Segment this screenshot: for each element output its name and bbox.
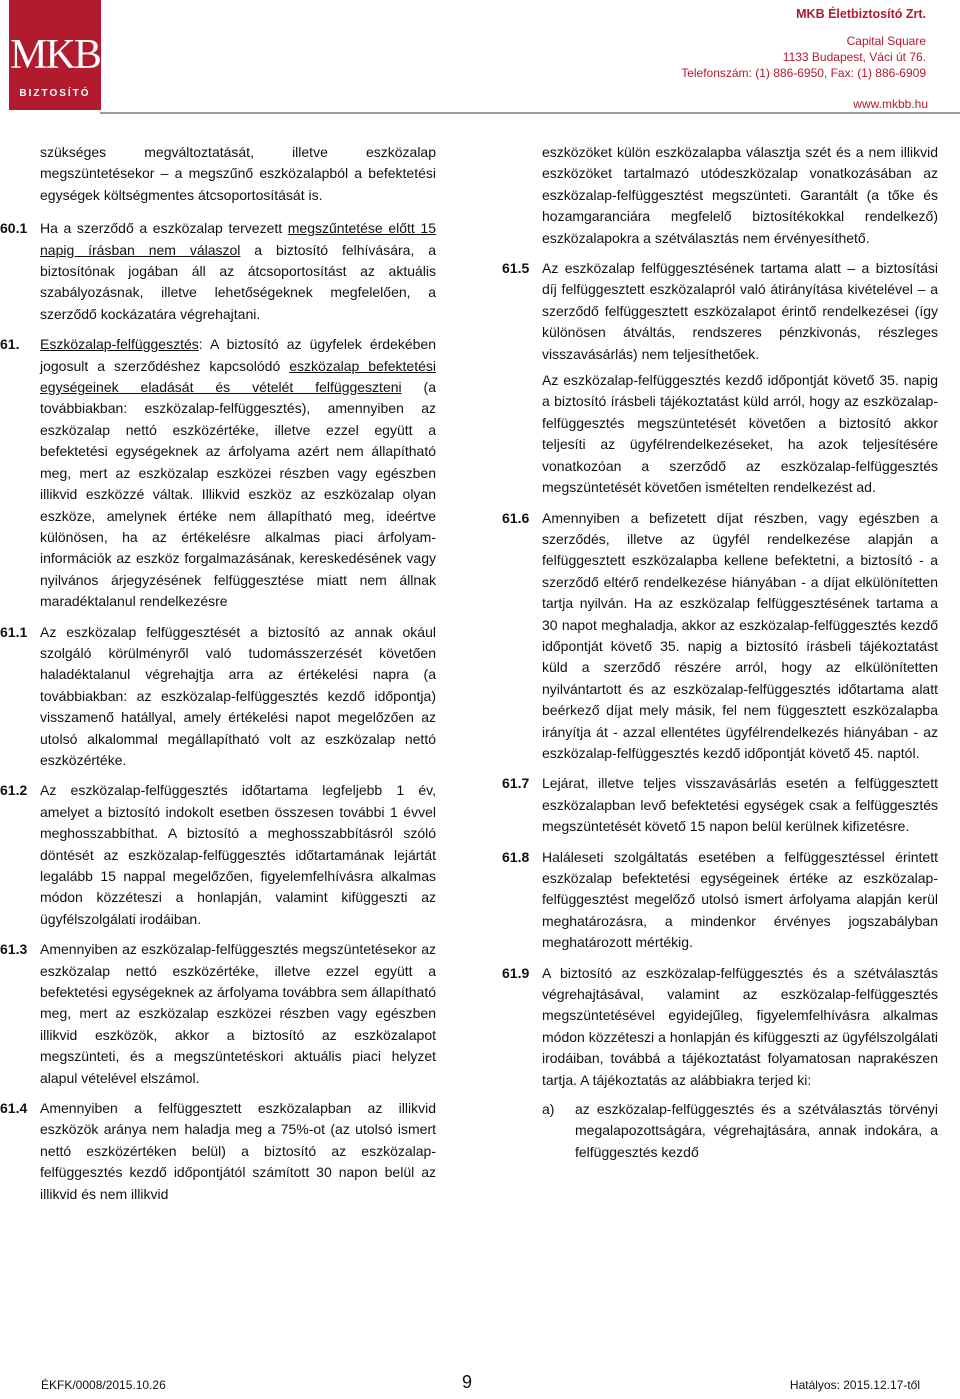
company-name: MKB Életbiztosító Zrt.: [796, 7, 926, 21]
section-number: 61.1: [0, 623, 28, 640]
list-marker: a): [542, 1101, 555, 1118]
section-61-9: [502, 963, 938, 1164]
section-number: 61.5: [502, 260, 530, 277]
right-column: [502, 142, 938, 1172]
section-61-5: [502, 258, 938, 498]
section-text: A biztosító az eszközalap-felfüggesztés és a szétválasztás végrehajtásával, valamint az eszközalap-felfüggesztés megszüntetésével egyidejűleg, figyelemfelhívásra alkalmas módon közzéteszi a honlapján és kifüggeszti az ügyfélszolgálati irodáiban, továbbá a tájékoztatást folyamatosan naprakészen tartja. A tájékoztatás az alábbiakra terjed ki: a) az eszközalap-felfüggesztés és a szétválasztás törvényi megalapozottságára, végrehajtására, annak indokára, a felfüggesztés kezdő: [542, 963, 938, 1164]
section-text: Amennyiben az eszközalap-felfüggesztés megszüntetésekor az eszközalap nettó eszközértéke, illetve ezzel együtt a befektetési egységeknek az árfolyama továbbra sem állapítható meg, mert az eszközalap eszközei részben vagy egészben illikvid eszközök, akkor a biztosító az eszközalapot megszünteti, és a megszüntetéskori aktuális piaci helyzet alapul vételével elszámol.: [40, 941, 436, 1086]
section-text: Lejárat, illetve teljes visszavásárlás esetén a felfüggesztett eszközalapban levő befektetési egységek csak a felfüggesztés megszüntetését követő 15 napon belül kerülnek kifizetésre.: [542, 775, 938, 835]
section-61-6: [502, 508, 938, 765]
section-61-3: [0, 939, 436, 1089]
address-line-1: Capital Square: [846, 34, 926, 48]
address-line-2: 1133 Budapest, Váci út 76.: [782, 50, 926, 64]
section-61-4: [0, 1098, 436, 1205]
logo-text: MKB: [10, 32, 100, 78]
section-text: Az eszközalap felfüggesztését a biztosító az annak okául szolgáló körülményről való tudomásszerzését követően haladéktalanul végrehajtja arra az értékelési napra (a továbbiakban: az eszközalap-felfüggesztés kezdő időpontja) visszamenő hatállyal, amely értékelési napot megelőzően az utolsó alkalommal megállapítható volt az eszközalap nettó eszközértéke.: [40, 623, 436, 768]
section-60-1: [0, 218, 437, 325]
section-text: Amennyiben a befizetett díjat részben, vagy egészben a szerződés, illetve az ügyfél rendelkezése alapján a felfüggesztett eszközalapba kellene befektetni, a biztosító - a szerződő eltérő rendelkezése hiányában - a díjat elkülönítetten tartja nyilván. Ha az eszközalap felfüggesztésének tartama a 30 napot meghaladja, akkor az eszközalap-felfüggesztés kezdő időpontját követő 35. napig a biztosító írásbeli tájékoztatást küld a szerződő részére arról, hogy az elkülönítetten nyilvántartott és az eszközalap-felfüggesztés időtartama alatt beérkező díjat mely másik, fel nem függesztett eszközalapba irányítja át - azzal ellentétes ügyfélrendelkezés hiányában - az eszközalap-felfüggesztés kezdő időpontját követő 45. naptól.: [542, 509, 938, 761]
company-logo: [9, 0, 101, 110]
section-text: Ha a szerződő a eszközalap tervezett megszűntetése előtt 15 napig írásban nem válaszol a biztosító felhívására, a biztosítónak jogában áll az átcsoportosítást az aktuális szabályozásnak, illetve lehetőségeknek megfelelően, a szerződő kockázatára végrehajtani.: [40, 220, 437, 322]
section-61-7: [502, 773, 938, 837]
section-number: 61.4: [0, 1100, 28, 1117]
phone-fax-line: Telefonszám: (1) 886-6950, Fax: (1) 886-6909: [681, 66, 926, 80]
company-info: [681, 6, 926, 81]
effective-date: Hatályos: 2015.12.17-től: [789, 1378, 920, 1392]
section-number: 61.7: [502, 775, 530, 792]
document-code: ÉKFK/0008/2015.10.26: [41, 1378, 166, 1392]
page-number: 9: [462, 1372, 473, 1392]
section-number: 61.: [0, 336, 20, 353]
header-divider: [100, 112, 960, 114]
section-text: Az eszközalap felfüggesztésének tartama alatt – a biztosítási díj felfüggesztett eszközalapról való átirányítása kivételével – a szerződő felfüggesztett eszközalapot érintő rendelkezései (így különösen átváltás, rendszeres pénzkivonás, részleges visszavásárlás) nem teljesíthetőek. Az eszközalap-felfüggesztés kezdő időpontját követő 35. napig a biztosító írásbeli tájékoztatást küld arról, hogy az eszközalap-felfüggesztés megszüntetését követően a biztosító akkor teljesíti az ügyfélrendelkezéseket, ha azok teljesítésére vonatkozóan a szerződő az eszközalap-felfüggesztés megszüntetését követően ismételten rendelkezést ad.: [542, 258, 938, 498]
website-link[interactable]: www.mkbb.hu: [853, 97, 928, 111]
section-number: 61.3: [0, 941, 28, 958]
section-text: Amennyiben a felfüggesztett eszközalapban az illikvid eszközök aránya nem haladja meg a 75%-ot (az utolsó ismert nettó eszközértéken belül) a biztosító az eszközalap-felfüggesztés kezdő időpontjától számított 30 napon belül az illikvid és nem illikvid: [40, 1100, 436, 1202]
section-number: 61.9: [502, 964, 530, 981]
section-61-2: [0, 780, 436, 930]
section-number: 61.8: [502, 848, 530, 865]
section-number: 60.1: [0, 220, 28, 237]
section-61-5-subparagraph: Az eszközalap-felfüggesztés kezdő időpontját követő 35. napig a biztosító írásbeli tájékoztatást küld arról, hogy az eszközalap-felfüggesztés megszüntetését követően a biztosító akkor teljesíti az ügyfélrendelkezéseket, ha azok teljesítésére vonatkozóan a szerződő az eszközalap-felfüggesztés megszüntetését követően ismételten rendelkezést ad.: [542, 372, 938, 496]
section-text: Az eszközalap-felfüggesztés időtartama legfeljebb 1 év, amelyet a biztosító indokolt esetben összesen további 1 évvel meghosszabbíthat. A biztosító a meghosszabbításról szóló döntését az eszközalap-felfüggesztés időtartamának lejártát legalább 15 nappal megelőzően, figyelemfelhívásra alkalmas módon közzéteszi a honlapján, valamint kifüggeszti az ügyfélszolgálati irodáiban.: [40, 782, 436, 927]
section-text: Haláleseti szolgáltatás esetében a felfüggesztéssel érintett eszközalap befektetési egységeinek értéke az eszközalap-felfüggesztést megelőző utolsó ismert árfolyama alapján kerül meghatározásra, a mindenkor érvényes jogszabályban meghatározott mértékig.: [542, 848, 938, 951]
section-number: 61.2: [0, 782, 28, 799]
list-text: az eszközalap-felfüggesztés és a szétválasztás törvényi megalapozottságára, végrehajtására, annak indokára, a felfüggesztés kezdő: [575, 1101, 938, 1160]
list-item: [542, 1099, 938, 1163]
section-number: 61.6: [502, 509, 530, 526]
logo-subtext: BIZTOSÍTÓ: [19, 88, 91, 99]
section-61: [0, 334, 437, 612]
left-intro-paragraph: szükséges megváltoztatását, illetve eszközalap megszüntetésekor – a megszűnő eszközalapból a befektetési egységek költségmentes átcsoportosítását is.: [40, 144, 436, 203]
section-61-1: [0, 622, 436, 772]
section-61-8: [502, 847, 938, 954]
right-intro-paragraph: eszközöket külön eszközalapba választja szét és a nem illikvid eszközöket tartalmazó utódeszközalap vonatkozásában az eszközalap-felfüggesztést megszünteti. Garantált (a tőke és hozamgaranciára megfelelő biztosítékokkal rendelkező) eszközalapokra a szétválasztás nem érvényesíthető.: [542, 144, 938, 246]
section-text: Eszközalap-felfüggesztés: A biztosító az ügyfelek érdekében jogosult a szerződéshez kapcsolódó eszközalap befektetési egységeinek eladását és vételét felfüggeszteni (a továbbiakban: eszközalap-felfüggesztés), amennyiben az eszközalap nettó eszközértéke, illetve ezzel együtt a befektetési egységeknek az árfolyama azért nem állapítható meg, mert az eszközalap eszközei részben vagy egészben illikvid eszközzé váltak. Illikvid eszköz az eszközalap olyan eszköze, amelynek értéke nem állapítható meg, ideértve különösen, ha az értékelésre alkalmas piaci árfolyam-információk az eszköz forgalmazásának, kereskedésének vagy nyilvános árjegyzésének felfüggesztése miatt nem állnak maradéktalanul rendelkezésre: [40, 336, 437, 610]
left-column: [0, 142, 437, 1214]
